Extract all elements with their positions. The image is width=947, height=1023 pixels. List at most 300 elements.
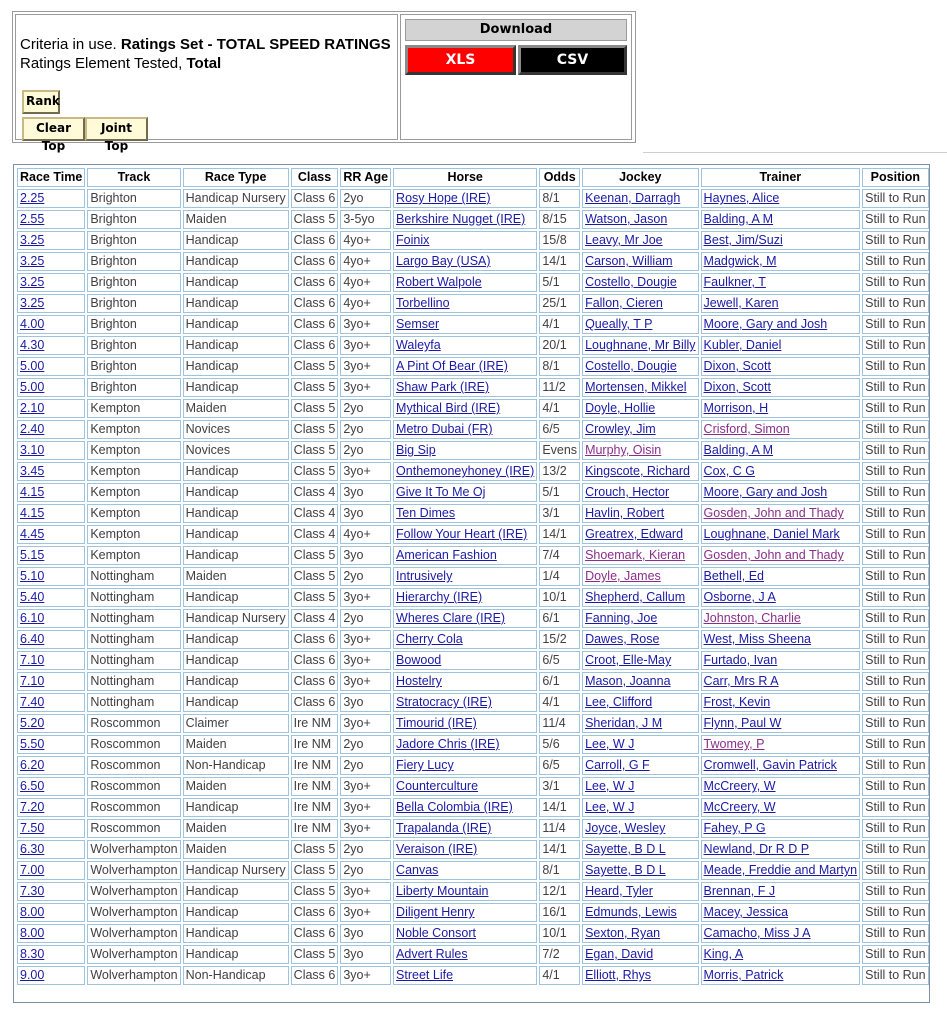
trainer-link[interactable]: Best, Jim/Suzi	[703, 233, 783, 247]
trainer-cell	[701, 525, 861, 544]
position-cell: Still to Run	[862, 924, 928, 943]
table-row	[17, 315, 929, 334]
trainer-link[interactable]: West, Miss Sheena	[703, 632, 811, 646]
trainer-link[interactable]: Balding, A M	[703, 212, 774, 226]
horse-link[interactable]: Hostelry	[396, 674, 442, 688]
position-cell: Still to Run	[862, 546, 928, 565]
jockey-link[interactable]: Carroll, G F	[585, 758, 650, 772]
odds-cell: 4/1	[539, 315, 580, 334]
jockey-link[interactable]: Loughnane, Mr Billy	[585, 338, 696, 352]
horse-link[interactable]: Fiery Lucy	[396, 758, 454, 772]
horse-cell	[393, 399, 537, 418]
track-cell: Brighton	[87, 357, 180, 376]
position-cell: Still to Run	[862, 336, 928, 355]
horse-link[interactable]: Cherry Cola	[396, 632, 463, 646]
jockey-cell	[582, 315, 698, 334]
class-cell: Class 5	[291, 399, 339, 418]
table-row	[17, 462, 929, 481]
horse-cell	[393, 189, 537, 208]
race-time-link[interactable]: 3.25	[20, 254, 45, 268]
trainer-link[interactable]: Morris, Patrick	[703, 968, 784, 982]
trainer-link[interactable]: Twomey, P	[703, 737, 765, 751]
jockey-link[interactable]: Lee, W J	[585, 779, 635, 793]
class-cell: Class 5	[291, 210, 339, 229]
race-time-link[interactable]: 7.10	[20, 653, 45, 667]
table-row	[17, 525, 929, 544]
horse-cell	[393, 483, 537, 502]
trainer-link[interactable]: Fahey, P G	[703, 821, 766, 835]
race-type-cell: Handicap	[183, 378, 289, 397]
race-type-cell: Claimer	[183, 714, 289, 733]
horse-link[interactable]: Metro Dubai (FR)	[396, 422, 493, 436]
horse-link[interactable]: Bowood	[396, 653, 442, 667]
horse-link[interactable]: Bella Colombia (IRE)	[396, 800, 513, 814]
trainer-cell	[701, 840, 861, 859]
odds-cell: 15/2	[539, 630, 580, 649]
race-time-link[interactable]: 3.45	[20, 464, 45, 478]
horse-cell	[393, 378, 537, 397]
race-time-link[interactable]: 8.00	[20, 926, 45, 940]
horse-link[interactable]: Onthemoneyhoney (IRE)	[396, 464, 535, 478]
horse-cell	[393, 441, 537, 460]
jockey-link[interactable]: Greatrex, Edward	[585, 527, 684, 541]
odds-cell: 10/1	[539, 924, 580, 943]
race-type-cell: Handicap	[183, 525, 289, 544]
trainer-cell	[701, 609, 861, 628]
jockey-link[interactable]: Croot, Elle-May	[585, 653, 672, 667]
horse-link[interactable]: Ten Dimes	[396, 506, 456, 520]
horse-link[interactable]: Diligent Henry	[396, 905, 475, 919]
trainer-link[interactable]: Faulkner, T	[703, 275, 766, 289]
race-type-cell: Handicap	[183, 588, 289, 607]
jockey-link[interactable]: Joyce, Wesley	[585, 821, 666, 835]
race-type-cell: Maiden	[183, 777, 289, 796]
class-cell: Class 6	[291, 924, 339, 943]
jockey-link[interactable]: Keenan, Darragh	[585, 191, 681, 205]
class-cell: Class 5	[291, 420, 339, 439]
race-type-cell: Handicap	[183, 231, 289, 250]
table-row	[17, 483, 929, 502]
horse-link[interactable]: Noble Consort	[396, 926, 476, 940]
horse-link[interactable]: Counterculture	[396, 779, 479, 793]
race-time-link[interactable]: 6.10	[20, 611, 45, 625]
header-trainer: Trainer	[701, 168, 861, 187]
jockey-link[interactable]: Kingscote, Richard	[585, 464, 690, 478]
table-row	[17, 546, 929, 565]
trainer-cell	[701, 462, 861, 481]
jockey-link[interactable]: Elliott, Rhys	[585, 968, 652, 982]
horse-link[interactable]: Wheres Clare (IRE)	[396, 611, 506, 625]
trainer-link[interactable]: Madgwick, M	[703, 254, 777, 268]
jockey-link[interactable]: Sayette, B D L	[585, 842, 666, 856]
race-time-cell	[17, 378, 85, 397]
class-cell: Class 6	[291, 315, 339, 334]
jockey-link[interactable]: Leavy, Mr Joe	[585, 233, 663, 247]
race-time-link[interactable]: 3.25	[20, 296, 45, 310]
odds-cell: 8/15	[539, 210, 580, 229]
jockey-link[interactable]: Sheridan, J M	[585, 716, 663, 730]
odds-cell: 16/1	[539, 903, 580, 922]
age-cell: 3yo	[340, 504, 391, 523]
odds-cell: 14/1	[539, 252, 580, 271]
trainer-link[interactable]: Macey, Jessica	[703, 905, 789, 919]
race-time-link[interactable]: 4.45	[20, 527, 45, 541]
race-type-cell: Handicap Nursery	[183, 861, 289, 880]
track-cell: Kempton	[87, 525, 180, 544]
race-time-link[interactable]: 7.10	[20, 674, 45, 688]
track-cell: Wolverhampton	[87, 966, 180, 985]
horse-link[interactable]: Largo Bay (USA)	[396, 254, 491, 268]
horse-link[interactable]: Waleyfa	[396, 338, 441, 352]
trainer-link[interactable]: Loughnane, Daniel Mark	[703, 527, 840, 541]
odds-cell: 7/2	[539, 945, 580, 964]
track-cell: Brighton	[87, 315, 180, 334]
jockey-link[interactable]: Mason, Joanna	[585, 674, 671, 688]
horse-cell	[393, 252, 537, 271]
race-time-link[interactable]: 6.50	[20, 779, 45, 793]
horse-link[interactable]: Canvas	[396, 863, 439, 877]
class-cell: Class 5	[291, 861, 339, 880]
class-cell: Class 5	[291, 546, 339, 565]
trainer-link[interactable]: Moore, Gary and Josh	[703, 485, 828, 499]
trainer-link[interactable]: King, A	[703, 947, 744, 961]
race-time-link[interactable]: 4.30	[20, 338, 45, 352]
age-cell: 3yo	[340, 546, 391, 565]
trainer-link[interactable]: McCreery, W	[703, 779, 776, 793]
trainer-link[interactable]: Kubler, Daniel	[703, 338, 782, 352]
trainer-cell	[701, 924, 861, 943]
joint-top-button[interactable]: Joint Top	[85, 117, 148, 141]
race-time-link[interactable]: 5.40	[20, 590, 45, 604]
table-row	[17, 903, 929, 922]
jockey-link[interactable]: Sexton, Ryan	[585, 926, 661, 940]
trainer-cell	[701, 861, 861, 880]
horse-link[interactable]: Trapalanda (IRE)	[396, 821, 492, 835]
trainer-cell	[701, 735, 861, 754]
race-time-link[interactable]: 5.15	[20, 548, 45, 562]
track-cell: Roscommon	[87, 714, 180, 733]
rank-button[interactable]: Rank	[22, 90, 60, 114]
clear-top-button[interactable]: Clear Top	[22, 117, 85, 141]
race-time-link[interactable]: 6.30	[20, 842, 45, 856]
jockey-link[interactable]: Crouch, Hector	[585, 485, 670, 499]
jockey-link[interactable]: Sayette, B D L	[585, 863, 666, 877]
horse-link[interactable]: Veraison (IRE)	[396, 842, 478, 856]
table-row	[17, 294, 929, 313]
horse-link[interactable]: Liberty Mountain	[396, 884, 489, 898]
horse-link[interactable]: Robert Walpole	[396, 275, 482, 289]
jockey-link[interactable]: Heard, Tyler	[585, 884, 653, 898]
jockey-cell	[582, 294, 698, 313]
jockey-link[interactable]: Edmunds, Lewis	[585, 905, 677, 919]
trainer-link[interactable]: Balding, A M	[703, 443, 774, 457]
trainer-link[interactable]: Frost, Kevin	[703, 695, 771, 709]
horse-cell	[393, 294, 537, 313]
track-cell: Nottingham	[87, 693, 180, 712]
trainer-link[interactable]: Dixon, Scott	[703, 359, 771, 373]
horse-link[interactable]: Shaw Park (IRE)	[396, 380, 490, 394]
race-time-cell	[17, 672, 85, 691]
table-row	[17, 441, 929, 460]
trainer-link[interactable]: Flynn, Paul W	[703, 716, 782, 730]
race-time-link[interactable]: 4.00	[20, 317, 45, 331]
ratings-element: Total	[186, 55, 222, 72]
horse-cell	[393, 315, 537, 334]
track-cell: Kempton	[87, 546, 180, 565]
trainer-link[interactable]: Furtado, Ivan	[703, 653, 778, 667]
jockey-link[interactable]: Lee, Clifford	[585, 695, 653, 709]
criteria-text	[20, 35, 391, 73]
age-cell: 3yo+	[340, 882, 391, 901]
race-time-link[interactable]: 4.15	[20, 506, 45, 520]
race-time-cell	[17, 945, 85, 964]
jockey-cell	[582, 735, 698, 754]
jockey-cell	[582, 882, 698, 901]
odds-cell: 4/1	[539, 399, 580, 418]
csv-download-button[interactable]: CSV	[518, 45, 627, 75]
race-time-cell	[17, 336, 85, 355]
trainer-link[interactable]: McCreery, W	[703, 800, 776, 814]
race-time-cell	[17, 819, 85, 838]
horse-cell	[393, 882, 537, 901]
track-cell: Wolverhampton	[87, 903, 180, 922]
horse-link[interactable]: Rosy Hope (IRE)	[396, 191, 491, 205]
race-time-link[interactable]: 6.40	[20, 632, 45, 646]
position-cell: Still to Run	[862, 525, 928, 544]
age-cell: 2yo	[340, 735, 391, 754]
odds-cell: 5/1	[539, 273, 580, 292]
age-cell: 4yo+	[340, 525, 391, 544]
odds-cell: 11/4	[539, 819, 580, 838]
horse-cell	[393, 777, 537, 796]
age-cell: 3-5yo	[340, 210, 391, 229]
trainer-link[interactable]: Meade, Freddie and Martyn	[703, 863, 858, 877]
trainer-link[interactable]: Morrison, H	[703, 401, 769, 415]
trainer-cell	[701, 567, 861, 586]
horse-cell	[393, 357, 537, 376]
odds-cell: 4/1	[539, 966, 580, 985]
horse-link[interactable]: Jadore Chris (IRE)	[396, 737, 500, 751]
track-cell: Kempton	[87, 441, 180, 460]
jockey-cell	[582, 441, 698, 460]
horse-link[interactable]: American Fashion	[396, 548, 497, 562]
horse-link[interactable]: Foinix	[396, 233, 430, 247]
jockey-link[interactable]: Costello, Dougie	[585, 275, 677, 289]
track-cell: Nottingham	[87, 630, 180, 649]
horse-cell	[393, 735, 537, 754]
trainer-cell	[701, 882, 861, 901]
table-row	[17, 567, 929, 586]
race-time-link[interactable]: 3.10	[20, 443, 45, 457]
trainer-link[interactable]: Gosden, John and Thady	[703, 506, 844, 520]
jockey-link[interactable]: Lee, W J	[585, 737, 635, 751]
trainer-link[interactable]: Carr, Mrs R A	[703, 674, 779, 688]
race-time-cell	[17, 483, 85, 502]
class-cell: Class 6	[291, 189, 339, 208]
race-time-link[interactable]: 7.40	[20, 695, 45, 709]
trainer-cell	[701, 714, 861, 733]
race-time-link[interactable]: 8.00	[20, 905, 45, 919]
position-cell: Still to Run	[862, 861, 928, 880]
trainer-link[interactable]: Haynes, Alice	[703, 191, 780, 205]
race-time-link[interactable]: 4.15	[20, 485, 45, 499]
horse-link[interactable]: Street Life	[396, 968, 454, 982]
horse-link[interactable]: Give It To Me Oj	[396, 485, 486, 499]
track-cell: Kempton	[87, 462, 180, 481]
trainer-cell	[701, 588, 861, 607]
horse-cell	[393, 336, 537, 355]
jockey-cell	[582, 420, 698, 439]
position-cell: Still to Run	[862, 315, 928, 334]
jockey-link[interactable]: Mortensen, Mikkel	[585, 380, 687, 394]
trainer-cell	[701, 210, 861, 229]
race-type-cell: Handicap	[183, 903, 289, 922]
trainer-link[interactable]: Osborne, J A	[703, 590, 776, 604]
age-cell: 2yo	[340, 420, 391, 439]
race-time-link[interactable]: 7.00	[20, 863, 45, 877]
odds-cell: 6/1	[539, 672, 580, 691]
horse-link[interactable]: Follow Your Heart (IRE)	[396, 527, 528, 541]
trainer-link[interactable]: Moore, Gary and Josh	[703, 317, 828, 331]
jockey-link[interactable]: Lee, W J	[585, 800, 635, 814]
race-time-link[interactable]: 3.25	[20, 275, 45, 289]
race-type-cell: Handicap	[183, 798, 289, 817]
position-cell: Still to Run	[862, 504, 928, 523]
horse-link[interactable]: Hierarchy (IRE)	[396, 590, 483, 604]
race-time-link[interactable]: 5.10	[20, 569, 45, 583]
jockey-cell	[582, 714, 698, 733]
race-time-link[interactable]: 9.00	[20, 968, 45, 982]
track-cell: Wolverhampton	[87, 861, 180, 880]
horse-link[interactable]: Torbellino	[396, 296, 450, 310]
race-time-link[interactable]: 2.55	[20, 212, 45, 226]
age-cell: 3yo+	[340, 819, 391, 838]
trainer-link[interactable]: Bethell, Ed	[703, 569, 765, 583]
track-cell: Nottingham	[87, 651, 180, 670]
trainer-link[interactable]: Jewell, Karen	[703, 296, 779, 310]
position-cell: Still to Run	[862, 693, 928, 712]
race-time-cell	[17, 567, 85, 586]
race-time-link[interactable]: 7.30	[20, 884, 45, 898]
xls-download-button[interactable]: XLS	[405, 45, 516, 75]
trainer-cell	[701, 651, 861, 670]
jockey-link[interactable]: Egan, David	[585, 947, 654, 961]
horse-cell	[393, 819, 537, 838]
race-time-cell	[17, 861, 85, 880]
race-type-cell: Maiden	[183, 735, 289, 754]
horse-link[interactable]: Mythical Bird (IRE)	[396, 401, 501, 415]
horse-link[interactable]: A Pint Of Bear (IRE)	[396, 359, 508, 373]
trainer-link[interactable]: Camacho, Miss J A	[703, 926, 811, 940]
race-time-link[interactable]: 7.50	[20, 821, 45, 835]
race-time-link[interactable]: 5.00	[20, 380, 45, 394]
odds-cell: 11/2	[539, 378, 580, 397]
class-cell: Class 6	[291, 294, 339, 313]
trainer-cell	[701, 441, 861, 460]
jockey-link[interactable]: Shepherd, Callum	[585, 590, 686, 604]
table-row	[17, 945, 929, 964]
horse-link[interactable]: Berkshire Nugget (IRE)	[396, 212, 526, 226]
horse-cell	[393, 462, 537, 481]
jockey-link[interactable]: Watson, Jason	[585, 212, 668, 226]
horse-cell	[393, 693, 537, 712]
race-time-link[interactable]: 2.40	[20, 422, 45, 436]
race-time-link[interactable]: 8.30	[20, 947, 45, 961]
race-type-cell: Handicap	[183, 294, 289, 313]
track-cell: Brighton	[87, 210, 180, 229]
jockey-link[interactable]: Shoemark, Kieran	[585, 548, 686, 562]
jockey-link[interactable]: Havlin, Robert	[585, 506, 665, 520]
class-cell: Class 6	[291, 336, 339, 355]
horse-cell	[393, 945, 537, 964]
table-row	[17, 630, 929, 649]
jockey-link[interactable]: Fallon, Cieren	[585, 296, 663, 310]
race-type-cell: Handicap	[183, 504, 289, 523]
trainer-link[interactable]: Dixon, Scott	[703, 380, 771, 394]
trainer-link[interactable]: Cox, C G	[703, 464, 755, 478]
trainer-link[interactable]: Brennan, F J	[703, 884, 776, 898]
jockey-link[interactable]: Queally, T P	[585, 317, 653, 331]
race-type-cell: Novices	[183, 441, 289, 460]
race-type-cell: Handicap	[183, 336, 289, 355]
jockey-link[interactable]: Murphy, Oisin	[585, 443, 662, 457]
horse-cell	[393, 651, 537, 670]
race-type-cell: Handicap	[183, 483, 289, 502]
class-cell: Class 4	[291, 525, 339, 544]
jockey-link[interactable]: Dawes, Rose	[585, 632, 660, 646]
jockey-link[interactable]: Carson, William	[585, 254, 673, 268]
trainer-link[interactable]: Johnston, Charlie	[703, 611, 801, 625]
trainer-cell	[701, 252, 861, 271]
class-cell: Ire NM	[291, 777, 339, 796]
race-type-cell: Handicap	[183, 315, 289, 334]
trainer-link[interactable]: Gosden, John and Thady	[703, 548, 844, 562]
trainer-link[interactable]: Newland, Dr R D P	[703, 842, 810, 856]
race-time-cell	[17, 273, 85, 292]
trainer-link[interactable]: Cromwell, Gavin Patrick	[703, 758, 837, 772]
odds-cell: 6/5	[539, 756, 580, 775]
horse-link[interactable]: Big Sip	[396, 443, 436, 457]
horse-link[interactable]: Intrusively	[396, 569, 453, 583]
horse-cell	[393, 210, 537, 229]
race-time-link[interactable]: 5.50	[20, 737, 45, 751]
trainer-cell	[701, 378, 861, 397]
jockey-link[interactable]: Crowley, Jim	[585, 422, 656, 436]
race-time-link[interactable]: 6.20	[20, 758, 45, 772]
class-cell: Class 6	[291, 672, 339, 691]
jockey-link[interactable]: Doyle, Hollie	[585, 401, 656, 415]
odds-cell: 25/1	[539, 294, 580, 313]
horse-link[interactable]: Timourid (IRE)	[396, 716, 477, 730]
trainer-cell	[701, 420, 861, 439]
jockey-link[interactable]: Fanning, Joe	[585, 611, 658, 625]
jockey-link[interactable]: Doyle, James	[585, 569, 661, 583]
race-time-link[interactable]: 5.20	[20, 716, 45, 730]
trainer-link[interactable]: Crisford, Simon	[703, 422, 790, 436]
race-type-cell: Handicap	[183, 945, 289, 964]
age-cell: 2yo	[340, 756, 391, 775]
horse-link[interactable]: Semser	[396, 317, 440, 331]
horse-link[interactable]: Stratocracy (IRE)	[396, 695, 492, 709]
race-time-link[interactable]: 7.20	[20, 800, 45, 814]
race-time-link[interactable]: 3.25	[20, 233, 45, 247]
jockey-link[interactable]: Costello, Dougie	[585, 359, 677, 373]
horse-link[interactable]: Advert Rules	[396, 947, 468, 961]
race-time-link[interactable]: 5.00	[20, 359, 45, 373]
table-row	[17, 840, 929, 859]
race-time-link[interactable]: 2.25	[20, 191, 45, 205]
race-time-link[interactable]: 2.10	[20, 401, 45, 415]
